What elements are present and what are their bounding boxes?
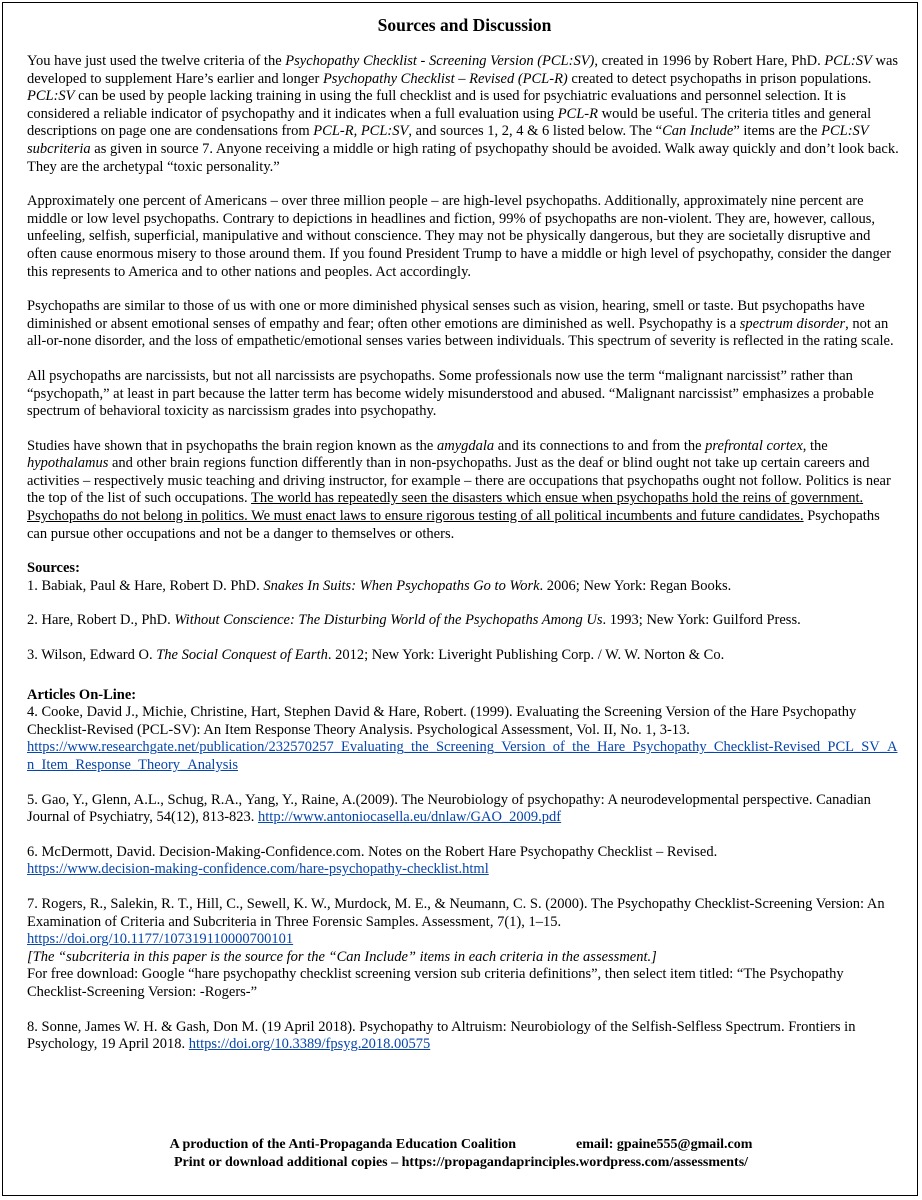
footer-email: email: gpaine555@gmail.com — [576, 1137, 753, 1152]
senses-paragraph: Psychopaths are similar to those of us with one or more diminished physical senses such as vision, hearing, smell or taste. But psychopaths have diminished or absent emotional senses of empathy and fear; often other emotions are diminished as well. Psychopathy is a spectrum disorder, not an all-or-none disorder, and the loss of empathetic/emotional senses varies between individuals. This spectrum of severity is reflected in the rating scale. — [27, 298, 894, 350]
prevalence-paragraph: Approximately one percent of Americans – over three million people – are high-level psychopaths. Additionally, approximately nine percent are middle or low level psychopaths. Contrary to depictions in headlines and fiction, 99% of psychopaths are non-violent. They are, however, callous, unfeeling, selfish, superficial, manipulative and without conscience. They may not be physically dangerous, but they are societally disruptive and often cause enormous misery to those around them. If you found President Trump to have a middle or high level of psychopathy, consider the danger this represents to America and to other nations and peoples. Act accordingly. — [27, 193, 892, 280]
footer — [0, 1136, 922, 1172]
article-link[interactable]: https://doi.org/10.3389/fpsyg.2018.00575 — [188, 1036, 431, 1053]
sources-heading: Sources: — [27, 560, 80, 577]
article-link[interactable]: https://www.researchgate.net/publication/232570257_Evaluating_the_Screening_Version_of_the_Hare_Psychopathy_Checklist-Revised_PCL_SV_An_Item_Response_Theory_Analysis — [27, 739, 898, 773]
article-note: [The “subcriteria in this paper is the source for the “Can Include” items in each criteria in the assessment.] — [27, 948, 657, 965]
article-link[interactable]: https://doi.org/10.1177/107319110000700101 — [27, 931, 294, 948]
intro-paragraph: You have just used the twelve criteria of the Psychopathy Checklist - Screening Version (PCL:SV), created in 1996 by Robert Hare, PhD. PCL:SV was developed to supplement Hare’s earlier and longer Psychopathy Checklist – Revised (PCL-R) created to detect psychopaths in prison populations. PCL:SV can be used by people lacking training in using the full checklist and is used for psychiatric evaluations and personnel selection. It is considered a reliable indicator of psychopathy and it indicates when a full evaluation using PCL-R would be useful. The criteria titles and general descriptions on page one are condensations from PCL-R, PCL:SV, and sources 1, 2, 4 & 6 listed below. The “Can Include” items are the PCL:SV subcriteria as given in source 7. Anyone receiving a middle or high rating of psychopathy should be avoided. Walk away quickly and don’t look back. They are the archetypal “toxic personality.” — [27, 53, 899, 175]
articles-section — [27, 687, 902, 1054]
source-item: 3. Wilson, Edward O. The Social Conquest of Earth. 2012; New York: Liveright Publishing Corp. / W. W. Norton & Co. — [27, 647, 725, 664]
articles-heading: Articles On-Line: — [27, 686, 137, 703]
article-item: 6. McDermott, David. Decision-Making-Confidence.com. Notes on the Robert Hare Psychopathy Checklist – Revised. https://www.decision-making-confidence.com/hare-psychopathy-checklist.html — [27, 843, 718, 878]
article-item: 7. Rogers, R., Salekin, R. T., Hill, C., Sewell, K. W., Murdock, M. E., & Neumann, C. S. (2000). The Psychopathy Checklist-Screening Version: An Examination of Criteria and Subcriteria in Three Forensic Samples. Assessment, 7(1), 1–15. https://doi.org/10.1177/107319110000700101 [The “subcriteria in this paper is the source for the “Can Include” items in each criteria in the assessment.] For free download: Google “hare psychopathy checklist screening version sub criteria definitions”, then select item titled: “The Psychopathy Checklist-Screening Version: -Rogers-” — [27, 895, 885, 1000]
download-instructions: For free download: Google “hare psychopathy checklist screening version sub criteria definitions”, then select item titled: “The Psychopathy Checklist-Screening Version: -Rogers-” — [27, 966, 844, 1000]
document-body — [27, 14, 902, 1071]
narcissism-paragraph: All psychopaths are narcissists, but not all narcissists are psychopaths. Some professionals now use the term “malignant narcissist” rather than “psychopath,” at least in part because the latter term has become widely misunderstood and abused. “Malignant narcissist” emphasizes a probable spectrum of behavioral toxicity as narcissism grades into psychopathy. — [27, 367, 874, 420]
brain-paragraph: Studies have shown that in psychopaths the brain region known as the amygdala and its connections to and from the prefrontal cortex, the hypothalamus and other brain regions function differently than in non-psychopaths. Just as the deaf or blind ought not take up certain careers and activities – respectively music teaching and driving instructor, for example – there are occupations that psychopaths ought not follow. Politics is near the top of the list of such occupations. The world has repeatedly seen the disasters which ensue when psychopaths hold the reins of government. Psychopaths do not belong in politics. We must enact laws to ensure rigorous testing of all political incumbents and future candidates. Psychopaths can pursue other occupations and not be a danger to themselves or others. — [27, 437, 891, 542]
page-title: Sources and Discussion — [377, 15, 552, 35]
article-link[interactable]: http://www.antoniocasella.eu/dnlaw/GAO_2009.pdf — [258, 809, 562, 826]
article-item: 5. Gao, Y., Glenn, A.L., Schug, R.A., Yang, Y., Raine, A.(2009). The Neurobiology of psychopathy: A neurodevelopmental perspective. Canadian Journal of Psychiatry, 54(12), 813-823. http://www.antoniocasella.eu/dnlaw/GAO_2009.pdf — [27, 791, 871, 826]
source-item: 1. Babiak, Paul & Hare, Robert D. PhD. Snakes In Suits: When Psychopaths Go to Work. 2006; New York: Regan Books. — [27, 577, 732, 594]
article-item: 4. Cooke, David J., Michie, Christine, Hart, Stephen David & Hare, Robert. (1999). Evaluating the Screening Version of the Hare Psychopathy Checklist-Revised (PCL-SV): An Item Response Theory Analysis. Psychological Assessment, Vol. II, No. 1, 3-13. https://www.researchgate.net/publication/232570257_Evaluating_the_Screening_Version_of_the_Hare_Psychopathy_Checklist-Revised_PCL_SV_An_Item_Response_Theory_Analysis — [27, 704, 898, 773]
footer-producer: A production of the Anti-Propaganda Education Coalition — [169, 1137, 517, 1152]
article-link[interactable]: https://www.decision-making-confidence.com/hare-psychopathy-checklist.html — [27, 861, 489, 878]
article-item: 8. Sonne, James W. H. & Gash, Don M. (19 April 2018). Psychopathy to Altruism: Neurobiology of the Selfish-Selfless Spectrum. Frontiers in Psychology, 19 April 2018. https://doi.org/10.3389/fpsyg.2018.00575 — [27, 1018, 856, 1053]
source-item: 2. Hare, Robert D., PhD. Without Conscience: The Disturbing World of the Psychopaths Among Us. 1993; New York: Guilford Press. — [27, 612, 801, 629]
sources-section — [27, 560, 902, 664]
footer-download: Print or download additional copies – https://propagandaprinciples.wordpress.com/assessments/ — [173, 1155, 749, 1170]
politics-warning-underlined: The world has repeatedly seen the disasters which ensue when psychopaths hold the reins of government. Psychopaths do not belong in politics. We must enact laws to ensure rigorous testing of all political incumbents and future candidates. — [27, 490, 864, 525]
